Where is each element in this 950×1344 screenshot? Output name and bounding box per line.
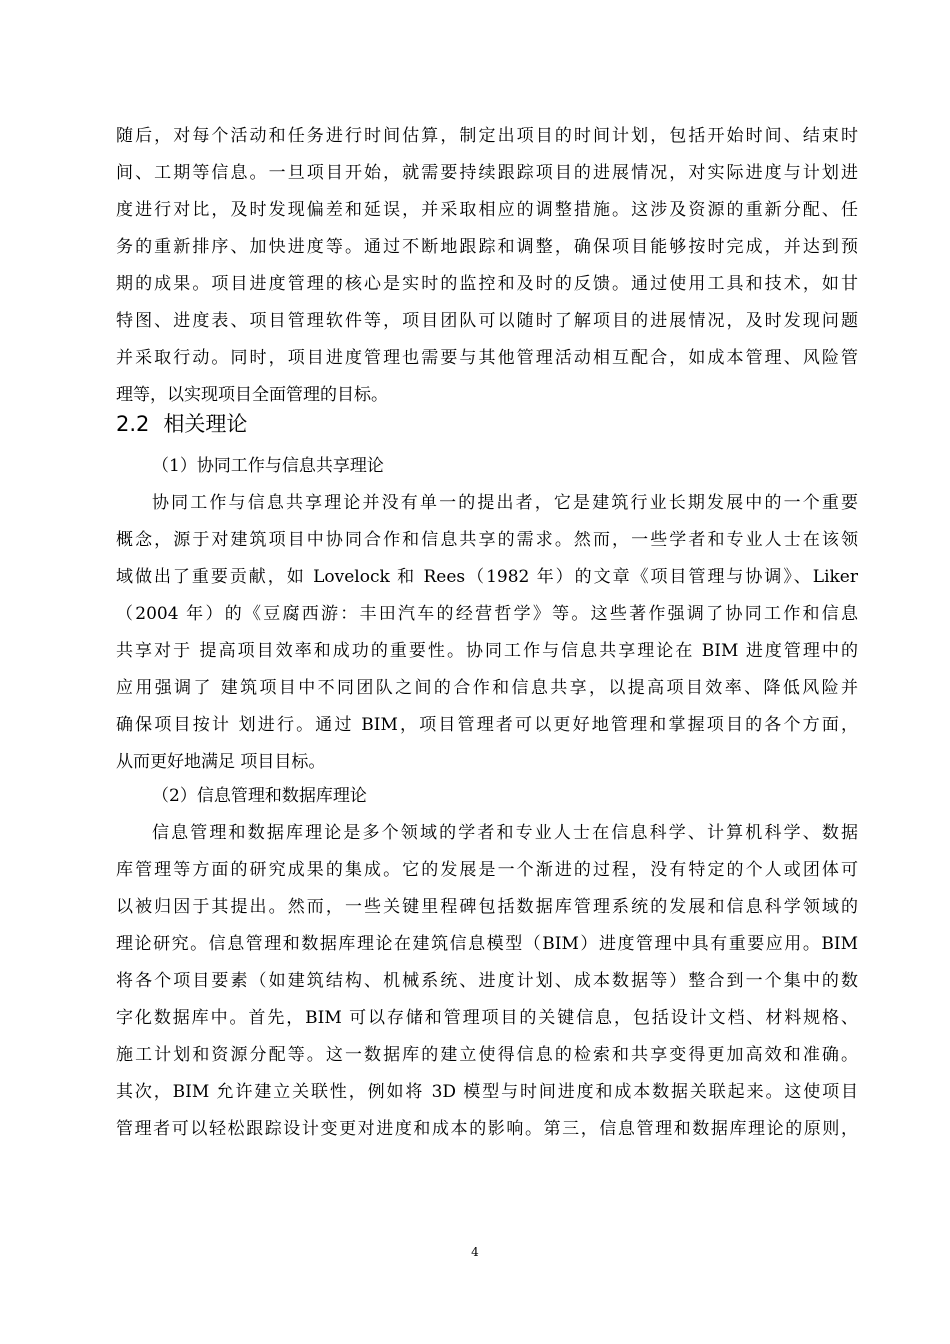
text-line: 域做出了重要贡献，如 Lovelock 和 Rees（1982 年）的文章《项目管理与协调》、Liker [116, 567, 858, 587]
text-line: 确保项目按计 划进行。通过 BIM，项目管理者可以更好地管理和掌握项目的各个方面， [116, 715, 858, 735]
text-line: 字化数据库中。首先，BIM 可以存储和管理项目的关键信息，包括设计文档、材料规格、 [116, 1008, 858, 1028]
subsection-title-collaboration: （1）协同工作与信息共享理论 [152, 456, 384, 476]
text-line: 理等，以实现项目全面管理的目标。 [116, 385, 388, 405]
text-line: 并采取行动。同时，项目进度管理也需要与其他管理活动相互配合，如成本管理、风险管 [116, 348, 858, 368]
text-line: 以被归因于其提出。然而，一些关键里程碑包括数据库管理系统的发展和信息科学领域的 [116, 897, 858, 917]
text-line: 务的重新排序、加快进度等。通过不断地跟踪和调整，确保项目能够按时完成，并达到预 [116, 237, 858, 257]
section-title: 相关理论 [163, 412, 248, 436]
text-line: 共享对于 提高项目效率和成功的重要性。协同工作与信息共享理论在 BIM 进度管理中的 [116, 641, 858, 661]
text-line: 管理者可以轻松跟踪设计变更对进度和成本的影响。第三，信息管理和数据库理论的原则， [116, 1119, 858, 1139]
text-line: 其次，BIM 允许建立关联性，例如将 3D 模型与时间进度和成本数据关联起来。这使项目 [116, 1082, 858, 1102]
text-line: 间、工期等信息。一旦项目开始，就需要持续跟踪项目的进展情况，对实际进度与计划进 [116, 163, 858, 183]
text-line: 信息管理和数据库理论是多个领域的学者和专业人士在信息科学、计算机科学、数据 [152, 823, 858, 843]
text-line: 应用强调了 建筑项目中不同团队之间的合作和信息共享，以提高项目效率、降低风险并 [116, 678, 858, 698]
page-number: 4 [471, 1245, 479, 1259]
text-line: 协同工作与信息共享理论并没有单一的提出者，它是建筑行业长期发展中的一个重要 [152, 493, 858, 513]
section-heading [116, 410, 247, 438]
text-line: 概念，源于对建筑项目中协同合作和信息共享的需求。然而，一些学者和专业人士在该领 [116, 530, 858, 550]
section-number: 2.2 [116, 412, 150, 436]
text-line: 度进行对比，及时发现偏差和延误，并采取相应的调整措施。这涉及资源的重新分配、任 [116, 200, 858, 220]
text-line: 理论研究。信息管理和数据库理论在建筑信息模型（BIM）进度管理中具有重要应用。BIM [116, 934, 858, 954]
text-line: 期的成果。项目进度管理的核心是实时的监控和及时的反馈。通过使用工具和技术，如甘 [116, 274, 858, 294]
text-line: 随后，对每个活动和任务进行时间估算，制定出项目的时间计划，包括开始时间、结束时 [116, 126, 858, 146]
text-line: （2004 年）的《豆腐西游：丰田汽车的经营哲学》等。这些著作强调了协同工作和信息 [116, 604, 858, 624]
subsection-title-database: （2）信息管理和数据库理论 [152, 786, 367, 806]
text-line: 将各个项目要素（如建筑结构、机械系统、进度计划、成本数据等）整合到一个集中的数 [116, 971, 858, 991]
text-line: 从而更好地满足 项目目标。 [116, 752, 326, 772]
text-line: 特图、进度表、项目管理软件等，项目团队可以随时了解项目的进展情况，及时发现问题 [116, 311, 858, 331]
text-line: 施工计划和资源分配等。这一数据库的建立使得信息的检索和共享变得更加高效和准确。 [116, 1045, 858, 1065]
text-line: 库管理等方面的研究成果的集成。它的发展是一个渐进的过程，没有特定的个人或团体可 [116, 860, 858, 880]
